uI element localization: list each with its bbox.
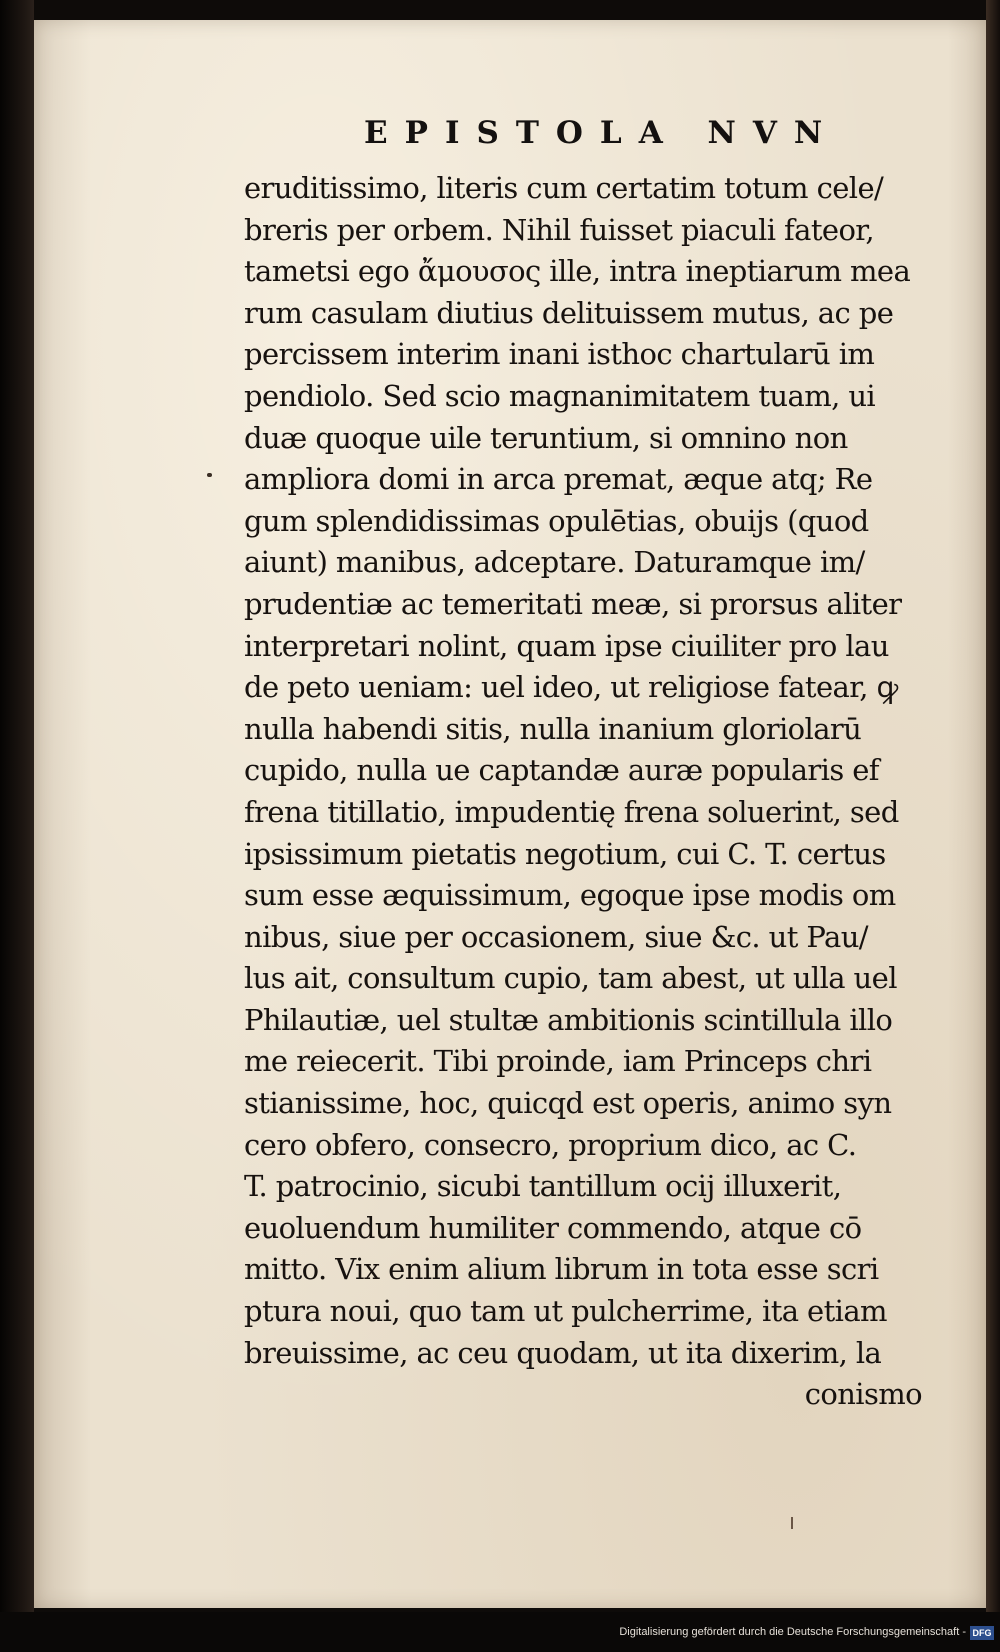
text-line: cupido, nulla ue captandæ auræ popularis ef <box>244 753 879 788</box>
text-line: eruditissimo, literis cum certatim totum cele/ <box>244 171 884 205</box>
catchword: conismo <box>804 1377 922 1412</box>
text-line: ampliora domi in arca premat, æque atq; Re <box>244 462 873 497</box>
running-head: EPISTOLA NVN <box>364 115 840 151</box>
text-line: interpretari nolint, quam ipse ciuiliter pro lau <box>244 628 889 663</box>
text-line: de peto ueniam: uel ideo, ut religiose fatear, ꝙ <box>244 670 898 705</box>
dfg-logo: DFG <box>970 1626 994 1640</box>
text-line: tametsi ego ἄμουσος ille, intra ineptiarum mea <box>244 254 911 289</box>
text-line: nibus, siue per occasionem, siue &c. ut Pau/ <box>244 919 868 954</box>
text-line: nulla habendi sitis, nulla inanium gloriolarū <box>244 711 862 746</box>
book-spine-shadow <box>0 0 34 1652</box>
text-line: breris per orbem. Nihil fuisset piaculi fateor, <box>244 212 875 247</box>
text-line: cero obfero, consecro, proprium dico, ac C. <box>244 1127 857 1162</box>
text-line: pendiolo. Sed scio magnanimitatem tuam, ui <box>244 378 876 413</box>
page-edge-shadow <box>986 0 1000 1652</box>
text-line: ptura noui, quo tam ut pulcherrime, ita etiam <box>244 1294 887 1329</box>
text-line: stianissime, hoc, quicqd est operis, animo syn <box>244 1086 892 1121</box>
text-line: duæ quoque uile teruntium, si omnino non <box>244 420 848 455</box>
text-line: ipsissimum pietatis negotium, cui C. T. certus <box>244 836 886 871</box>
text-line: aiunt) manibus, adceptare. Daturamque im/ <box>244 545 865 580</box>
book-page <box>34 20 986 1608</box>
text-line: prudentiæ ac temeritati meæ, si prorsus aliter <box>244 586 902 621</box>
text-line: lus ait, consultum cupio, tam abest, ut ulla uel <box>244 961 897 996</box>
text-line: T. patrocinio, sicubi tantillum ocij illuxerit, <box>244 1169 842 1204</box>
text-line: gum splendidissimas opulētias, obuijs (quod <box>244 503 869 538</box>
text-line: breuissime, ac ceu quodam, ut ita dixerim, la <box>244 1335 882 1370</box>
funding-credit: Digitalisierung gefördert durch die Deutsche Forschungsgemeinschaft - <box>619 1626 966 1638</box>
text-line: euoluendum humiliter commendo, atque cō <box>244 1210 862 1245</box>
text-line: me reiecerit. Tibi proinde, iam Princeps chri <box>244 1044 872 1079</box>
margin-mark <box>207 473 212 477</box>
text-line: rum casulam diutius delituissem mutus, ac pe <box>244 295 894 330</box>
text-block <box>244 168 944 1416</box>
text-line: mitto. Vix enim alium librum in tota esse scri <box>244 1252 879 1287</box>
text-line: frena titillatio, impudentię frena soluerint, sed <box>244 794 899 829</box>
text-line: Philautiæ, uel stultæ ambitionis scintillula illo <box>244 1002 893 1037</box>
text-line: percissem interim inani isthoc chartularū im <box>244 337 875 372</box>
page-mark <box>791 1517 793 1529</box>
text-line: sum esse æquissimum, egoque ipse modis om <box>244 878 896 913</box>
